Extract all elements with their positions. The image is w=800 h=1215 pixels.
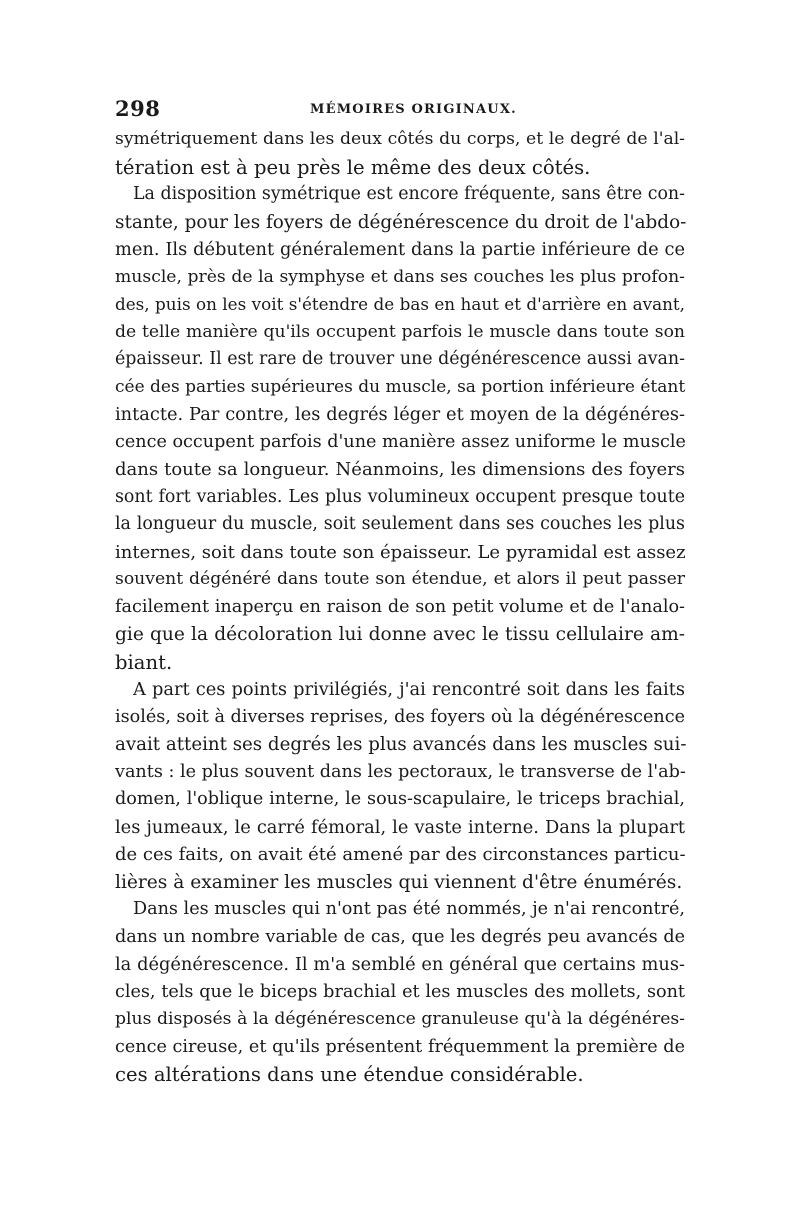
text-line: muscle, près de la symphyse et dans ses couches les plus profon- — [115, 266, 685, 287]
text-line: les jumeaux, le carré fémoral, le vaste interne. Dans la plupart — [115, 816, 685, 838]
text-line: vants : le plus souvent dans les pectoraux, le transverse de l'ab- — [115, 761, 686, 782]
text-line: gie que la décoloration lui donne avec le tissu cellulaire am- — [115, 624, 685, 645]
running-head — [115, 96, 685, 122]
paragraph-1 — [115, 126, 685, 181]
text-line: Dans les muscles qui n'ont pas été nommés, je n'ai rencontré, — [133, 899, 685, 919]
text-line: isolés, soit à diverses reprises, des foyers où la dégénérescence — [115, 706, 685, 727]
text-line: tération est à peu près le même des deux côtés. — [115, 155, 591, 179]
paragraph-3 — [115, 676, 685, 896]
text-line: cles, tels que le biceps brachial et les muscles des mollets, sont — [115, 981, 685, 1002]
text-line: sont fort variables. Les plus volumineux occupent presque toute — [115, 486, 685, 507]
text-line: men. Ils débutent généralement dans la partie inférieure de ce — [115, 239, 685, 260]
text-line: cée des parties supérieures du muscle, sa portion inférieure étant — [115, 376, 686, 397]
text-line: la dégénérescence. Il m'a semblé en général que certains mus- — [115, 954, 685, 975]
text-line: domen, l'oblique interne, le sous-scapulaire, le triceps brachial, — [115, 789, 685, 809]
text-line: de ces faits, on avait été amené par des circonstances particu- — [115, 844, 686, 865]
paragraph-2 — [115, 181, 685, 676]
text-line: La disposition symétrique est encore fréquente, sans être con- — [133, 184, 685, 204]
paragraph-4 — [115, 896, 685, 1089]
text-line: épaisseur. Il est rare de trouver une dégénérescence aussi avan- — [115, 349, 685, 369]
text-line: plus disposés à la dégénérescence granuleuse qu'à la dégénéres- — [115, 1009, 685, 1029]
text-line: cence occupent parfois d'une manière assez uniforme le muscle — [115, 431, 686, 452]
text-line: souvent dégénéré dans toute son étendue, et alors il peut passer — [115, 569, 685, 589]
text-line: stante, pour les foyers de dégénérescence du droit de l'abdo- — [115, 211, 687, 233]
body-text — [115, 126, 685, 1089]
text-line: dans toute sa longueur. Néanmoins, les dimensions des foyers — [115, 459, 685, 480]
text-line: biant. — [115, 650, 173, 674]
text-line: internes, soit dans toute son épaisseur. Le pyramidal est assez — [115, 541, 686, 563]
text-line: la longueur du muscle, soit seulement dans ses couches les plus — [115, 514, 685, 534]
text-line: facilement inaperçu en raison de son petit volume et de l'analo- — [115, 596, 685, 617]
text-line: A part ces points privilégiés, j'ai rencontré soit dans les faits — [133, 679, 685, 700]
text-line: symétriquement dans les deux côtés du corps, et le degré de l'al- — [115, 129, 685, 149]
page-number: 298 — [115, 96, 161, 121]
text-line: ces altérations dans une étendue considérable. — [115, 1063, 584, 1086]
text-line: cence cireuse, et qu'ils présentent fréquemment la première de — [115, 1036, 685, 1057]
text-line: lières à examiner les muscles qui viennent d'être énumérés. — [115, 871, 683, 893]
text-line: de telle manière qu'ils occupent parfois le muscle dans toute son — [115, 321, 685, 342]
text-line: des, puis on les voit s'étendre de bas en haut et d'arrière en avant, — [115, 294, 685, 314]
running-title: MÉMOIRES ORIGINAUX. — [310, 102, 517, 117]
text-line: intacte. Par contre, les degrés léger et moyen de la dégénéres- — [115, 404, 685, 425]
text-line: avait atteint ses degrés les plus avancés dans les muscles sui- — [115, 734, 687, 755]
text-line: dans un nombre variable de cas, que les degrés peu avancés de — [115, 926, 685, 947]
